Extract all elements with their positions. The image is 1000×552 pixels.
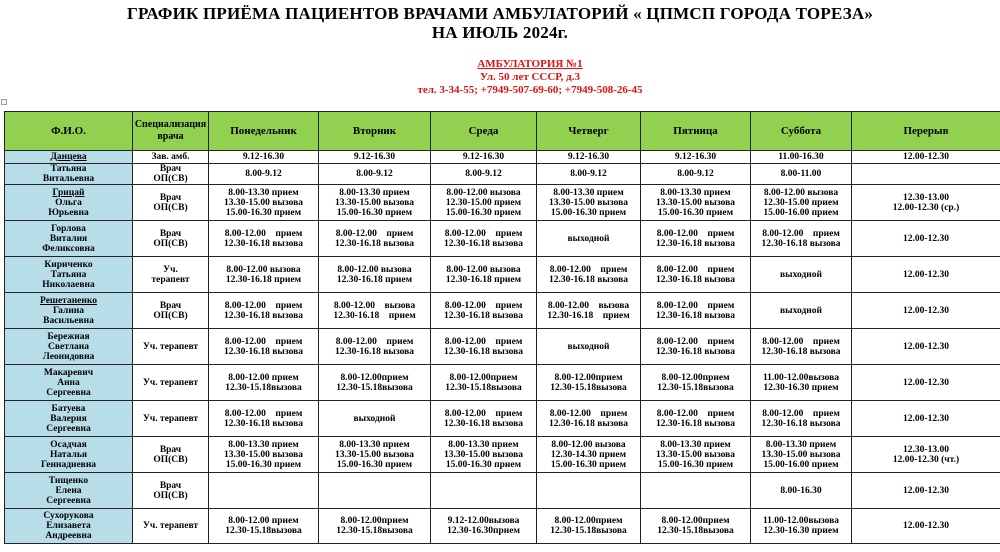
table-row	[5, 437, 1000, 473]
schedule-cell-mon: 8.00-9.12	[209, 164, 319, 185]
specialty-cell: Врач ОП(СВ)	[133, 293, 209, 329]
specialty-cell: Врач ОП(СВ)	[133, 473, 209, 509]
doctor-name-cell: Данцева	[5, 151, 133, 164]
table-row	[5, 185, 1000, 221]
table-row	[5, 293, 1000, 329]
column-header-wednesday: Среда	[431, 112, 537, 151]
schedule-cell-sat: 8.00-16.30	[751, 473, 852, 509]
schedule-cell-fri: 8.00-12.00 прием 12.30-16.18 вызова	[641, 257, 751, 293]
schedule-cell-mon: 8.00-12.00 прием 12.30-15.18вызова	[209, 365, 319, 401]
schedule-cell-tue: 8.00-13.30 прием 13.30-15.00 вызова 15.00-16.30 прием	[319, 185, 431, 221]
schedule-cell-wed: 9.12-12.00вызова 12.30-16.30прием	[431, 509, 537, 544]
schedule-cell-mon: 8.00-13.30 прием 13.30-15.00 вызова 15.00-16.30 прием	[209, 185, 319, 221]
schedule-cell-break: 12.30-13.00 12.00-12.30 (ср.)	[852, 185, 1000, 221]
schedule-cell-fri: 8.00-12.00 прием 12.30-16.18 вызова	[641, 221, 751, 257]
schedule-cell-break: 12.30-13.00 12.00-12.30 (чт.)	[852, 437, 1000, 473]
schedule-cell-break	[852, 164, 1000, 185]
specialty-cell: Уч. терапевт	[133, 257, 209, 293]
schedule-cell-tue: 9.12-16.30	[319, 151, 431, 164]
specialty-cell: Уч. терапевт	[133, 365, 209, 401]
schedule-cell-tue: 8.00-13.30 прием 13.30-15.00 вызова 15.00-16.30 прием	[319, 437, 431, 473]
schedule-cell-thu: 9.12-16.30	[537, 151, 641, 164]
table-row	[5, 473, 1000, 509]
schedule-cell-thu: 8.00-12.00 прием 12.30-16.18 вызова	[537, 257, 641, 293]
specialty-cell: Зав. амб.	[133, 151, 209, 164]
specialty-cell: Уч. терапевт	[133, 401, 209, 437]
schedule-cell-sat: 8.00-12.00 прием 12.30-16.18 вызова	[751, 401, 852, 437]
table-anchor-handle[interactable]	[1, 99, 7, 105]
table-row	[5, 401, 1000, 437]
schedule-cell-thu	[537, 473, 641, 509]
schedule-cell-wed: 9.12-16.30	[431, 151, 537, 164]
schedule-cell-sat: 8.00-12.00 вызова 12.30-15.00 прием 15.00-16.00 прием	[751, 185, 852, 221]
doctor-name-cell: Тищенко Елена Сергеевна	[5, 473, 133, 509]
schedule-cell-break: 12.00-12.30	[852, 329, 1000, 365]
schedule-cell-fri: 9.12-16.30	[641, 151, 751, 164]
table-row	[5, 164, 1000, 185]
schedule-cell-fri: 8.00-12.00 прием 12.30-16.18 вызова	[641, 329, 751, 365]
schedule-cell-mon	[209, 473, 319, 509]
specialty-cell: Врач ОП(СВ)	[133, 164, 209, 185]
column-header-fio: Ф.И.О.	[5, 112, 133, 151]
schedule-cell-wed: 8.00-13.30 прием 13.30-15.00 вызова 15.00-16.30 прием	[431, 437, 537, 473]
schedule-cell-fri: 8.00-13.30 прием 13.30-15.00 вызова 15.00-16.30 прием	[641, 185, 751, 221]
schedule-cell-thu: 8.00-12.00прием 12.30-15.18вызова	[537, 365, 641, 401]
schedule-table	[4, 111, 1000, 544]
doctor-name-cell: Сухорукова Елизавета Андреевна	[5, 509, 133, 544]
doctor-name-cell: Грицай Ольга Юрьевна	[5, 185, 133, 221]
schedule-cell-sat: 11.00-12.00вызова 12.30-16.30 прием	[751, 509, 852, 544]
column-header-tuesday: Вторник	[319, 112, 431, 151]
schedule-cell-break: 12.00-12.30	[852, 257, 1000, 293]
schedule-cell-fri: 8.00-13.30 прием 13.30-15.00 вызова 15.00-16.30 прием	[641, 437, 751, 473]
schedule-cell-sat: 11.00-16.30	[751, 151, 852, 164]
document-title	[0, 4, 1000, 42]
column-header-monday: Понедельник	[209, 112, 319, 151]
column-header-thursday: Четверг	[537, 112, 641, 151]
schedule-cell-wed: 8.00-12.00 прием 12.30-16.18 вызова	[431, 329, 537, 365]
schedule-cell-thu: выходной	[537, 329, 641, 365]
table-header-row	[5, 112, 1000, 151]
schedule-cell-break: 12.00-12.30	[852, 151, 1000, 164]
column-header-specialty: Специализация врача	[133, 112, 209, 151]
schedule-cell-wed	[431, 473, 537, 509]
schedule-cell-break: 12.00-12.30	[852, 509, 1000, 544]
schedule-cell-mon: 8.00-12.00 прием 12.30-16.18 вызова	[209, 329, 319, 365]
schedule-cell-break: 12.00-12.30	[852, 473, 1000, 509]
schedule-cell-wed: 8.00-12.00 прием 12.30-16.18 вызова	[431, 293, 537, 329]
schedule-cell-sat: 8.00-12.00 прием 12.30-16.18 вызова	[751, 221, 852, 257]
schedule-cell-tue: 8.00-12.00прием 12.30-15.18вызова	[319, 509, 431, 544]
specialty-cell: Врач ОП(СВ)	[133, 185, 209, 221]
schedule-cell-thu: 8.00-12.00прием 12.30-15.18вызова	[537, 509, 641, 544]
schedule-cell-thu: 8.00-12.00 вызова 12.30-14.30 прием 15.00-16.30 прием	[537, 437, 641, 473]
schedule-cell-tue: выходной	[319, 401, 431, 437]
schedule-cell-thu: выходной	[537, 221, 641, 257]
schedule-cell-thu: 8.00-9.12	[537, 164, 641, 185]
schedule-cell-wed: 8.00-12.00 прием 12.30-16.18 вызова	[431, 221, 537, 257]
schedule-cell-wed: 8.00-9.12	[431, 164, 537, 185]
column-header-break: Перерыв	[852, 112, 1000, 151]
table-row	[5, 329, 1000, 365]
specialty-cell: Уч. терапевт	[133, 329, 209, 365]
schedule-cell-mon: 8.00-12.00 прием 12.30-16.18 вызова	[209, 401, 319, 437]
doctor-name-cell: Татьяна Витальевна	[5, 164, 133, 185]
schedule-cell-mon: 9.12-16.30	[209, 151, 319, 164]
doctor-name-cell: Горлова Виталия Феликсовна	[5, 221, 133, 257]
schedule-cell-fri: 8.00-9.12	[641, 164, 751, 185]
column-header-friday: Пятница	[641, 112, 751, 151]
schedule-cell-sat: выходной	[751, 293, 852, 329]
title-line-2: НА ИЮЛЬ 2024г.	[431, 23, 569, 42]
schedule-cell-wed: 8.00-12.00 прием 12.30-16.18 вызова	[431, 401, 537, 437]
schedule-cell-break: 12.00-12.30	[852, 365, 1000, 401]
clinic-phones: тел. 3-34-55; +7949-507-69-60; +7949-508-26-45	[417, 84, 643, 96]
schedule-cell-fri	[641, 473, 751, 509]
schedule-cell-fri: 8.00-12.00прием 12.30-15.18вызова	[641, 365, 751, 401]
doctor-name-cell: Макаревич Анна Сергеевна	[5, 365, 133, 401]
schedule-cell-thu: 8.00-13.30 прием 13.30-15.00 вызова 15.00-16.30 прием	[537, 185, 641, 221]
table-row	[5, 365, 1000, 401]
specialty-cell: Врач ОП(СВ)	[133, 221, 209, 257]
doctor-name-cell: Решетаненко Галина Васильевна	[5, 293, 133, 329]
schedule-cell-tue: 8.00-12.00 прием 12.30-16.18 вызова	[319, 221, 431, 257]
schedule-cell-mon: 8.00-12.00 прием 12.30-16.18 вызова	[209, 221, 319, 257]
schedule-cell-fri: 8.00-12.00 прием 12.30-16.18 вызова	[641, 293, 751, 329]
specialty-cell: Врач ОП(СВ)	[133, 437, 209, 473]
schedule-cell-sat: выходной	[751, 257, 852, 293]
doctor-name-cell: Бережная Светлана Леонидовна	[5, 329, 133, 365]
schedule-cell-thu: 8.00-12.00 прием 12.30-16.18 вызова	[537, 401, 641, 437]
schedule-cell-break: 12.00-12.30	[852, 221, 1000, 257]
schedule-cell-fri: 8.00-12.00 прием 12.30-16.18 вызова	[641, 401, 751, 437]
doctor-name-cell: Батуева Валерия Сергеевна	[5, 401, 133, 437]
schedule-cell-tue: 8.00-12.00прием 12.30-15.18вызова	[319, 365, 431, 401]
schedule-cell-break: 12.00-12.30	[852, 293, 1000, 329]
schedule-cell-sat: 8.00-13.30 прием 13.30-15.00 вызова 15.00-16.00 прием	[751, 437, 852, 473]
schedule-cell-tue: 8.00-12.00 вызова 12.30-16.18 прием	[319, 257, 431, 293]
schedule-cell-thu: 8.00-12.00 вызова 12.30-16.18 прием	[537, 293, 641, 329]
schedule-cell-tue	[319, 473, 431, 509]
column-header-saturday: Суббота	[751, 112, 852, 151]
table-row	[5, 221, 1000, 257]
schedule-cell-break: 12.00-12.30	[852, 401, 1000, 437]
schedule-cell-mon: 8.00-12.00 прием 12.30-15.18вызова	[209, 509, 319, 544]
specialty-cell: Уч. терапевт	[133, 509, 209, 544]
table-row	[5, 509, 1000, 544]
schedule-cell-wed: 8.00-12.00 вызова 12.30-16.18 прием	[431, 257, 537, 293]
schedule-cell-mon: 8.00-12.00 вызова 12.30-16.18 прием	[209, 257, 319, 293]
clinic-name: АМБУЛАТОРИЯ №1	[477, 58, 583, 70]
doctor-name-cell: Осадчая Наталья Геннадиевна	[5, 437, 133, 473]
clinic-info	[0, 58, 1000, 97]
schedule-body	[5, 151, 1000, 544]
schedule-cell-fri: 8.00-12.00прием 12.30-15.18вызова	[641, 509, 751, 544]
clinic-address: Ул. 50 лет СССР, д.3	[480, 71, 580, 83]
schedule-cell-wed: 8.00-12.00прием 12.30-15.18вызова	[431, 365, 537, 401]
schedule-cell-tue: 8.00-12.00 вызова 12.30-16.18 прием	[319, 293, 431, 329]
title-line-1: ГРАФИК ПРИЁМА ПАЦИЕНТОВ ВРАЧАМИ АМБУЛАТОРИЙ « ЦПМСП ГОРОДА ТОРЕЗА»	[126, 4, 874, 23]
doctor-name-cell: Кириченко Татьяна Николаевна	[5, 257, 133, 293]
schedule-cell-mon: 8.00-12.00 прием 12.30-16.18 вызова	[209, 293, 319, 329]
table-row	[5, 257, 1000, 293]
schedule-cell-sat: 8.00-12.00 прием 12.30-16.18 вызова	[751, 329, 852, 365]
schedule-cell-tue: 8.00-12.00 прием 12.30-16.18 вызова	[319, 329, 431, 365]
schedule-cell-sat: 8.00-11.00	[751, 164, 852, 185]
schedule-cell-sat: 11.00-12.00вызова 12.30-16.30 прием	[751, 365, 852, 401]
schedule-cell-mon: 8.00-13.30 прием 13.30-15.00 вызова 15.00-16.30 прием	[209, 437, 319, 473]
schedule-cell-wed: 8.00-12.00 вызова 12.30-15.00 прием 15.00-16.30 прием	[431, 185, 537, 221]
table-row	[5, 151, 1000, 164]
schedule-cell-tue: 8.00-9.12	[319, 164, 431, 185]
